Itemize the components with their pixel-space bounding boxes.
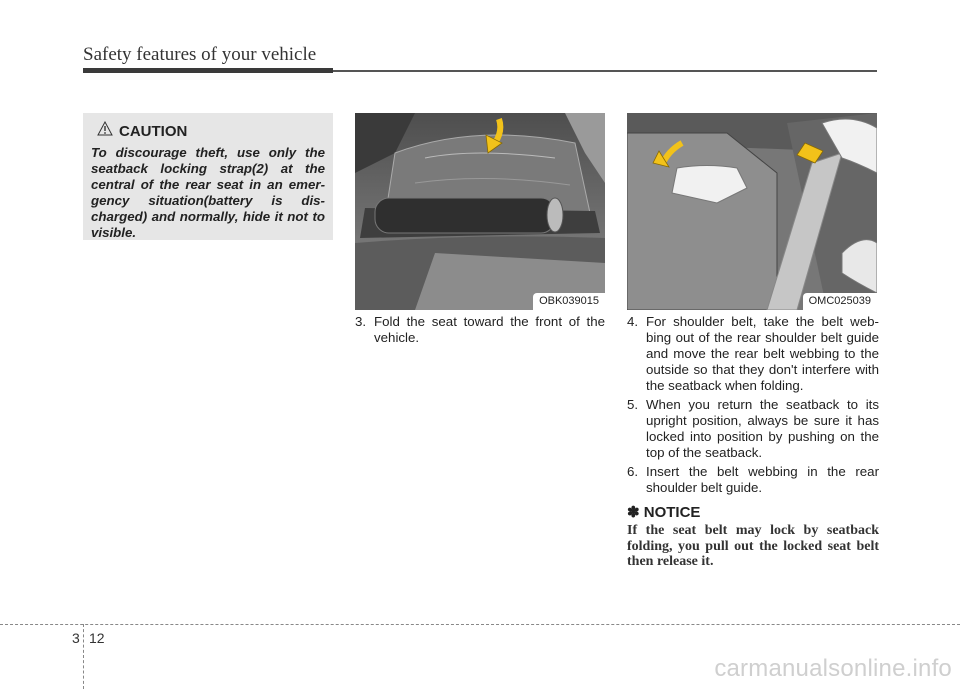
step-item (627, 397, 879, 461)
step-text: Fold the seat toward the front of the vehicle. (374, 314, 605, 345)
caution-box (83, 113, 333, 240)
chapter-number: 3 (72, 630, 80, 646)
shoulder-belt-guide-illustration (627, 113, 877, 310)
rear-seat-fold-illustration (355, 113, 605, 310)
step-number: 4. (627, 314, 639, 329)
footer-vertical-divider (83, 624, 84, 689)
notice-text: If the seat belt may lock by seatback folding, you pull out the locked seat belt then release it. (627, 523, 879, 569)
watermark: carmanualsonline.info (714, 655, 952, 682)
figure-shoulder-belt (627, 113, 877, 310)
caution-header (97, 121, 325, 141)
page-header-title: Safety features of your vehicle (83, 44, 317, 65)
notice-title: ✽ NOTICE (627, 504, 701, 521)
step-item (627, 314, 879, 394)
step-text: Insert the belt webbing in the rear shoulder belt guide. (646, 464, 879, 495)
step-text: When you return the seatback to its upright position, always be sure it has locked into position by pushing on the top of the seatback. (646, 397, 879, 460)
step-item (627, 464, 879, 496)
step-item (355, 314, 605, 346)
step-number: 3. (355, 314, 367, 329)
caution-text: To discourage theft, use only the seatback locking strap(2) at the central of the rear seat in an emer-gency situation(battery is dis-charged) and normally, hide it not to visible. (91, 145, 325, 240)
step-number: 6. (627, 464, 639, 479)
figure-code: OMC025039 (803, 293, 877, 310)
instructions-column-3 (627, 314, 879, 499)
figure-rear-seat-fold (355, 113, 605, 310)
instructions-column-2 (355, 314, 605, 349)
header-rule-dark (83, 68, 333, 73)
warning-triangle-icon (97, 121, 113, 141)
footer-divider (0, 624, 960, 625)
figure-code: OBK039015 (533, 293, 605, 310)
step-number: 5. (627, 397, 639, 412)
header-rule (333, 70, 877, 72)
caution-title: CAUTION (119, 122, 188, 140)
page-number: 12 (89, 630, 105, 646)
step-text: For shoulder belt, take the belt web-bing out of the rear shoulder belt guide and move the rear belt webbing to the outside so that they don't interfere with the seatback when folding. (646, 314, 879, 393)
